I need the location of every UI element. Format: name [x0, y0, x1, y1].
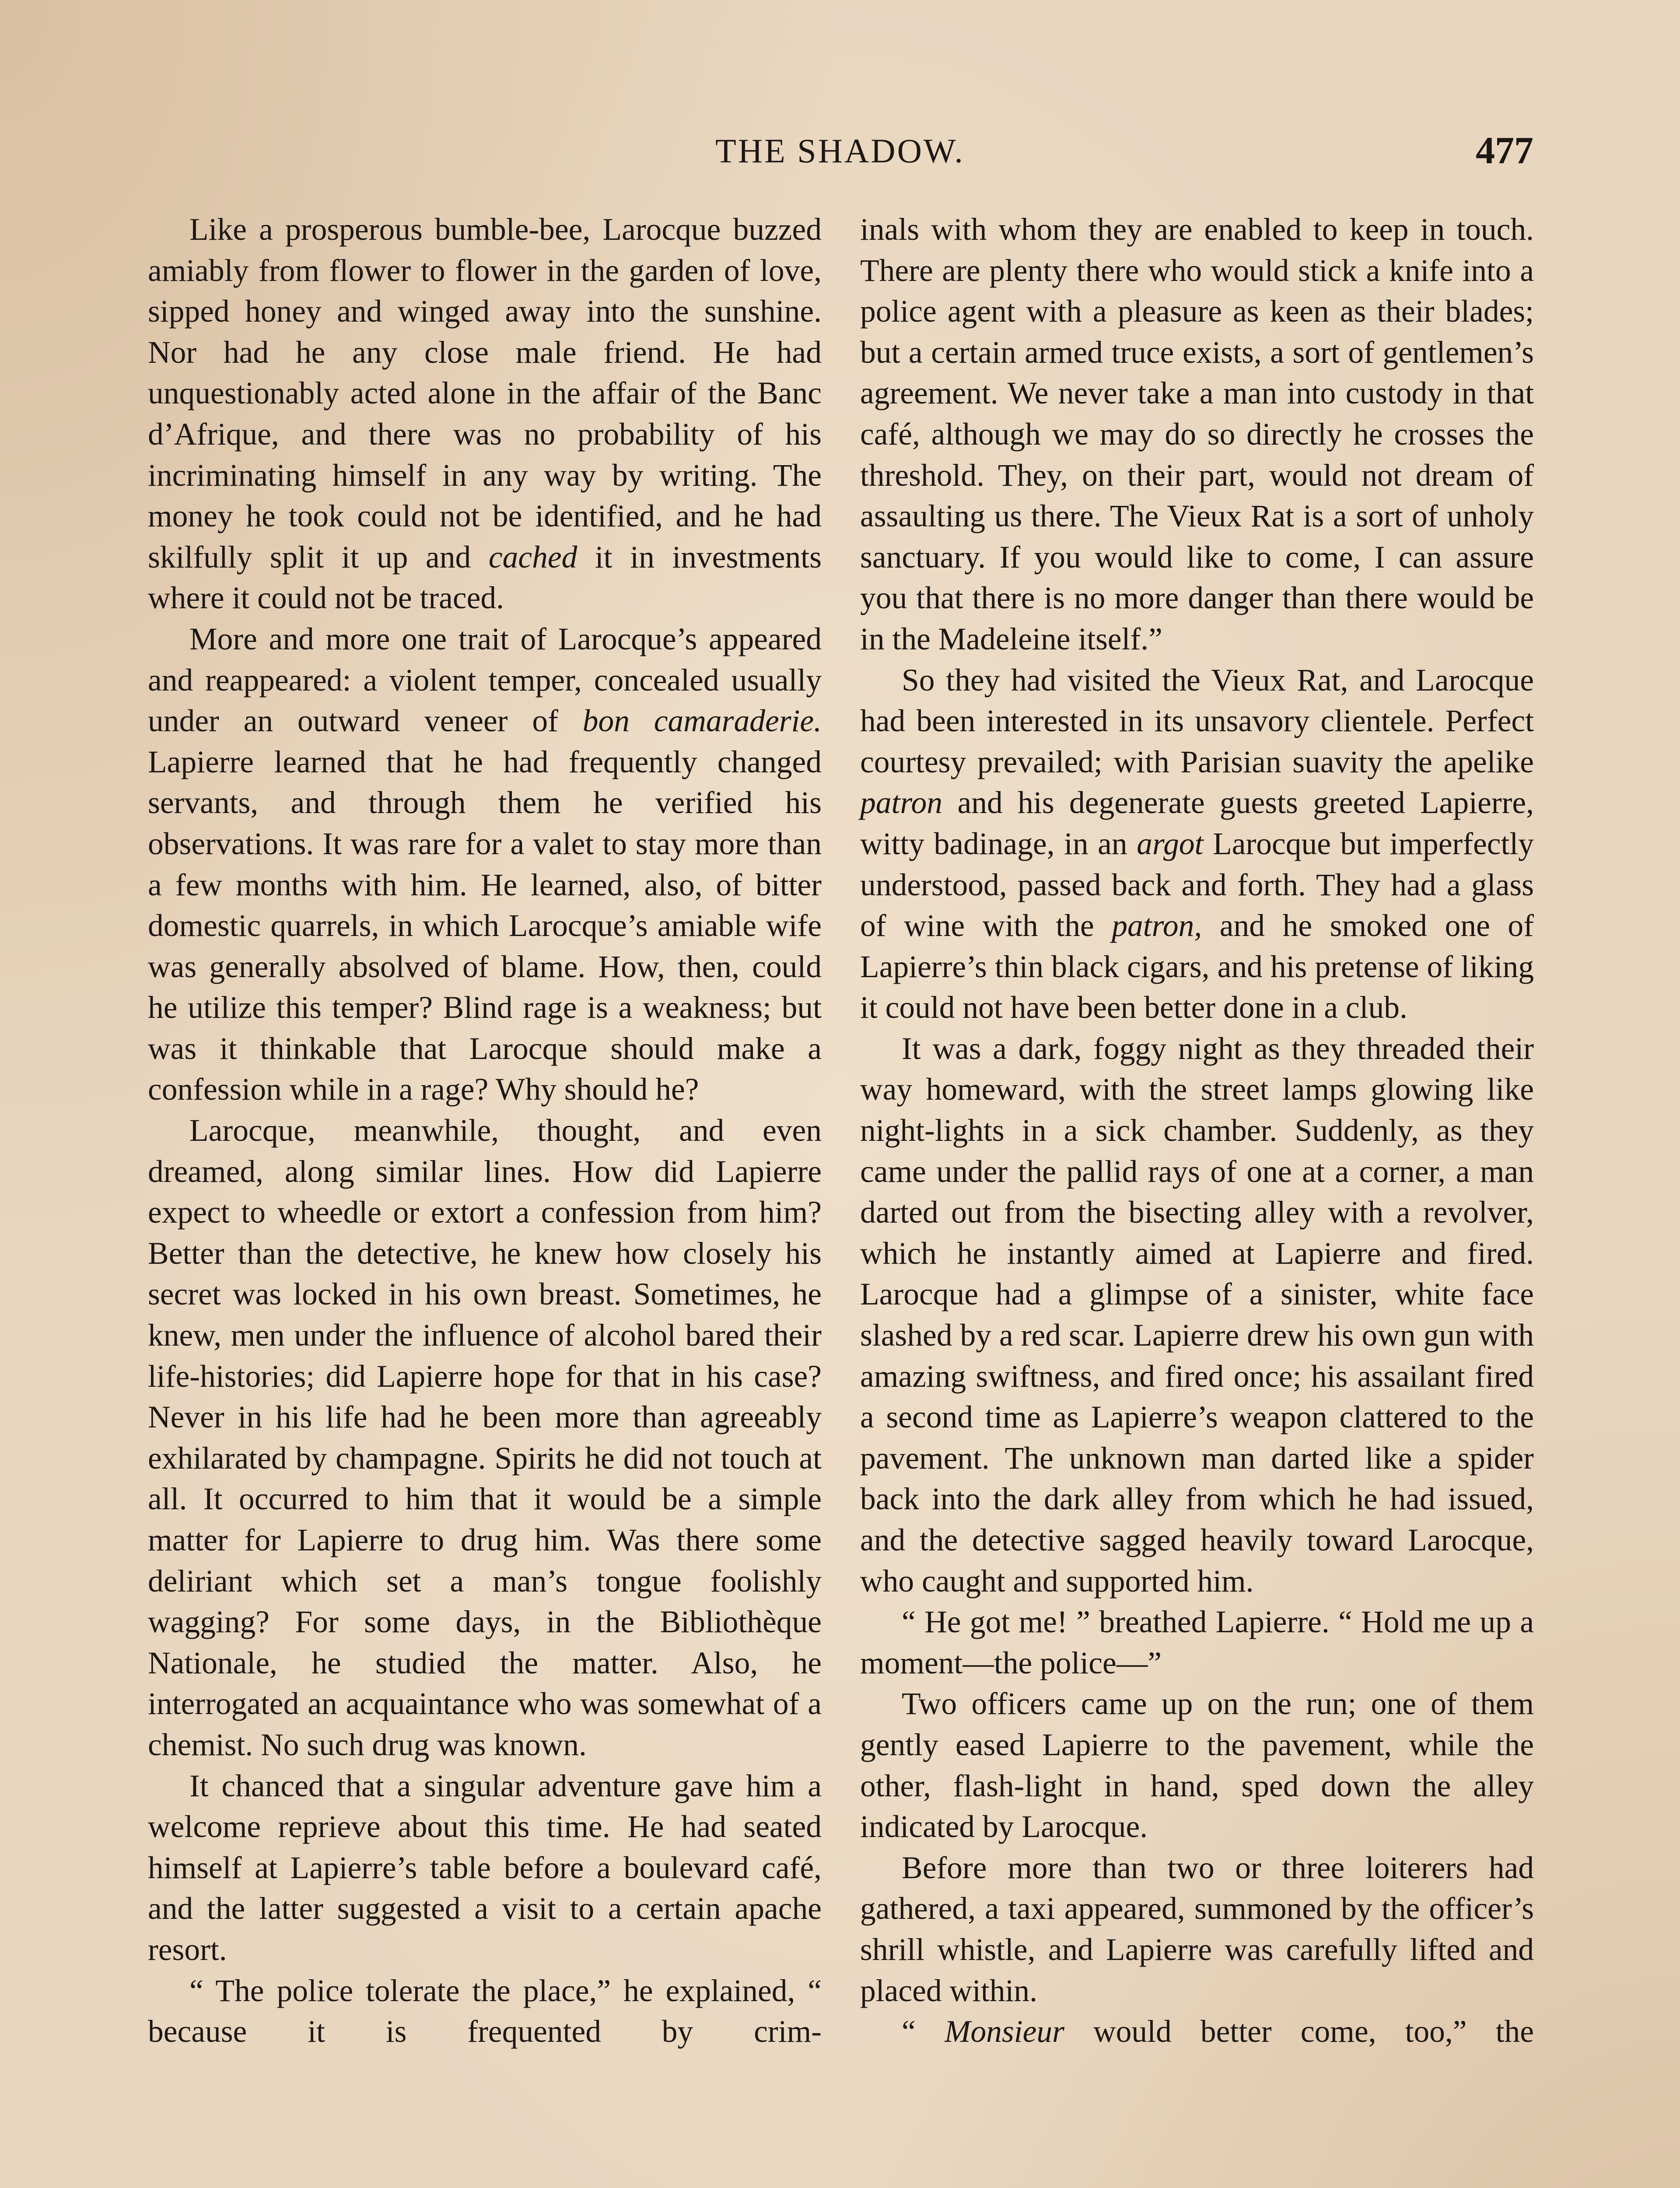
paragraph: Two officers came up on the run; one of them gently eased Lapierre to the pavement, while the other, flash-light in hand, sped down the alley indicated by Larocque. — [860, 1687, 1534, 1844]
paragraph: “ He got me! ” breathed Lapierre. “ Hold me up a moment—the police—” — [860, 1605, 1534, 1680]
running-title: THE SHADOW. — [715, 132, 965, 170]
paragraph-continued: inals with whom they are enabled to keep in touch. There are plenty there who would stick a knife into a police agent with a pleasure as keen as their blades; but a certain armed truce exists, a sort of gentlemen’s agreement. We never take a man into custody in that café, although we may do so directly he crosses the threshold. They, on their part, would not dream of assaulting us there. The Vieux Rat is a sort of unholy sanctuary. If you would like to come, I can assure you that there is no more danger than there would be in the Madeleine itself.” — [860, 212, 1534, 656]
paragraph: “ Monsieur would better come, too,” the — [902, 2014, 1534, 2049]
paragraph: Like a prosperous bumble-bee, Larocque buzzed amiably from flower to flower in the garden of love, sipped honey and winged away into the sunshine. Nor had he any close male friend. He had unquestionably acted alone in the affair of the Banc d’Afrique, and there was no probability of his incriminating himself in any way by writing. The money he took could not be identified, and he had skilfully split it up and cached it in investments where it could not be traced. — [148, 212, 822, 616]
paragraph: It chanced that a singular adventure gave him a welcome reprieve about this time. He had seated himself at Lapierre’s table before a boulevard café, and the latter suggested a visit to a certain apache resort. — [148, 1768, 822, 1967]
paragraph: So they had visited the Vieux Rat, and Larocque had been interested in its unsavory clientele. Perfect courtesy prevailed; with Parisian suavity the apelike patron and his degenerate guests greeted Lapierre, witty badinage, in an argot Larocque but imperfectly understood, passed back and forth. They had a glass of wine with the patron, and he smoked one of Lapierre’s thin black cigars, and his pretense of liking it could not have been better done in a club. — [860, 663, 1534, 1025]
running-head — [0, 131, 1680, 184]
paragraph: Before more than two or three loiterers had gathered, a taxi appeared, summoned by the officer’s shrill whistle, and Lapierre was carefully lifted and placed within. — [860, 1850, 1534, 2008]
page-number: 477 — [1476, 130, 1533, 172]
paragraph: Larocque, meanwhile, thought, and even dreamed, along similar lines. How did Lapierre expect to wheedle or extort a confession from him? Better than the detective, he knew how closely his secret was locked in his own breast. Sometimes, he knew, men under the influence of alcohol bared their life-histories; did Lapierre hope for that in his case? Never in his life had he been more than agreeably exhilarated by champagne. Spirits he did not touch at all. It occurred to him that it would be a simple matter for Lapierre to drug him. Was there some deliriant which set a man’s tongue foolishly wagging? For some days, in the Bibliothèque Nationale, he studied the matter. Also, he interrogated an acquaintance who was somewhat of a chemist. No such drug was known. — [148, 1113, 822, 1762]
paragraph: More and more one trait of Larocque’s appeared and reappeared: a violent temper, concealed usually under an outward veneer of bon camaraderie. Lapierre learned that he had frequently changed servants, and through them he verified his observations. It was rare for a valet to stay more than a few months with him. He learned, also, of bitter domestic quarrels, in which Larocque’s amiable wife was generally absolved of blame. How, then, could he utilize this temper? Blind rage is a weakness; but was it thinkable that Larocque should make a confession while in a rage? Why should he? — [148, 621, 822, 1107]
paragraph: “ The police tolerate the place,” he explained, “ because it is frequented by crim- — [148, 1973, 822, 2049]
right-column — [860, 209, 1534, 2052]
paragraph: It was a dark, foggy night as they threaded their way homeward, with the street lamps glowing like night-lights in a sick chamber. Suddenly, as they came under the pallid rays of one at a corner, a man darted out from the bisecting alley with a revolver, which he instantly aimed at Lapierre and fired. Larocque had a glimpse of a sinister, white face slashed by a red scar. Lapierre drew his own gun with amazing swiftness, and fired once; his assailant fired a second time as Lapierre’s weapon clattered to the pavement. The unknown man darted like a spider back into the dark alley from which he had issued, and the detective sagged heavily toward Larocque, who caught and supported him. — [860, 1031, 1534, 1599]
left-column — [148, 209, 822, 2052]
